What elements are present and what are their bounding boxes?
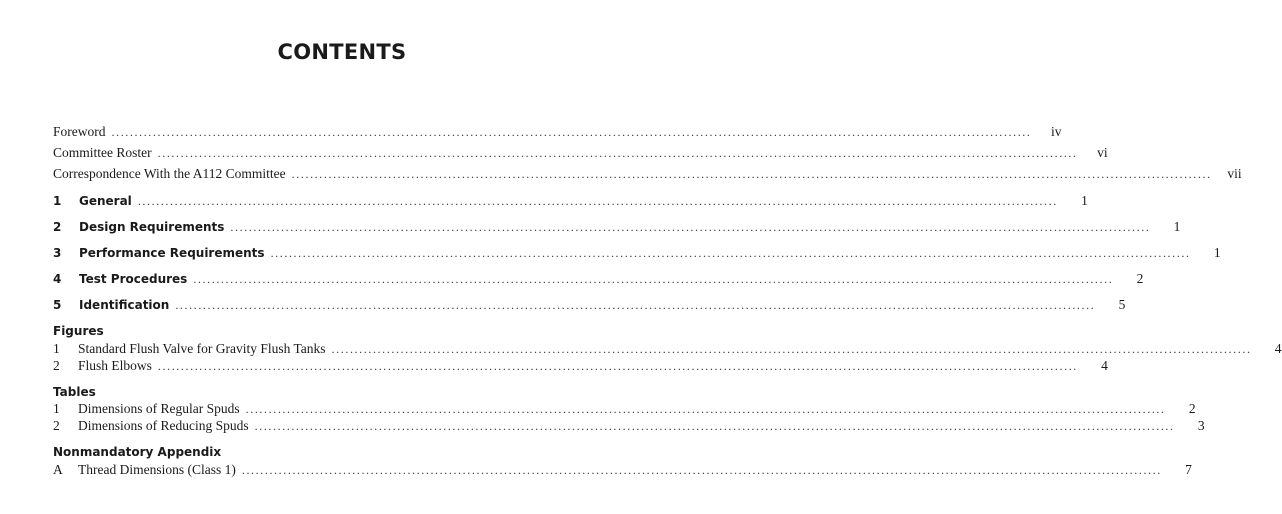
toc-entry-section-design-requirements[interactable] [53,219,1181,237]
entry-label: Dimensions of Reducing Spuds [78,418,249,433]
page-number: iv [1050,124,1062,139]
dot-leader: ........................................................................................................................................................................................................ [157,146,1078,160]
figure-number: 1 [53,341,60,356]
page-number: 1 [1173,219,1181,234]
tables-heading: Tables [53,385,96,399]
page-number: 7 [1185,462,1192,477]
section-number: 2 [53,220,62,234]
entry-label: Design Requirements [79,220,225,234]
entry-label: Test Procedures [79,272,188,286]
page-number: 1 [1081,193,1088,208]
table-number: 1 [53,401,60,416]
toc-entry-section-performance-requirements[interactable] [53,245,1221,263]
page-number: 2 [1188,401,1196,416]
dot-leader: ........................................................................................................................................................................................................ [175,298,1096,312]
toc-entry-section-test-procedures[interactable] [53,271,1144,289]
section-number: 4 [53,272,62,286]
toc-entry-foreword[interactable] [53,124,1062,142]
page-number: 5 [1118,297,1126,312]
dot-leader: ........................................................................................................................................................................................................ [137,194,1058,208]
toc-entry-appendix-a[interactable] [53,462,1192,480]
toc-entry-figure-2[interactable] [53,358,1108,376]
dot-leader: ........................................................................................................................................................................................................ [331,342,1252,356]
page-number: 4 [1101,358,1108,373]
page-number: 4 [1274,341,1282,356]
section-number: 5 [53,298,62,312]
table-number: 2 [53,418,60,433]
appendix-letter: A [53,462,63,477]
toc-entry-committee-roster[interactable] [53,145,1108,163]
entry-label: Performance Requirements [79,246,265,260]
entry-label: Identification [79,298,170,312]
toc-entry-table-2[interactable] [53,418,1205,436]
appendix-heading: Nonmandatory Appendix [53,445,222,459]
dot-leader: ........................................................................................................................................................................................................ [245,402,1166,416]
entry-label: Committee Roster [53,145,152,160]
figure-number: 2 [53,358,60,373]
section-number: 1 [53,194,62,208]
toc-entry-table-1[interactable] [53,401,1196,419]
page-number: 1 [1213,245,1221,260]
dot-leader: ........................................................................................................................................................................................................ [254,419,1175,433]
dot-leader: ........................................................................................................................................................................................................ [241,463,1162,477]
entry-label: Foreword [53,124,106,139]
entry-label: Standard Flush Valve for Gravity Flush Tanks [78,341,326,356]
dot-leader: ........................................................................................................................................................................................................ [157,359,1078,373]
entry-label: Thread Dimensions (Class 1) [78,462,236,477]
page-number: vii [1227,166,1242,181]
toc-entry-section-identification[interactable] [53,297,1126,315]
toc-entry-figure-1[interactable] [53,341,1282,359]
page-number: 2 [1136,271,1144,286]
dot-leader: ........................................................................................................................................................................................................ [230,220,1151,234]
page-title: CONTENTS [277,40,407,64]
dot-leader: ........................................................................................................................................................................................................ [270,246,1191,260]
figures-heading: Figures [53,324,104,338]
section-number: 3 [53,246,62,260]
entry-label: Flush Elbows [78,358,152,373]
dot-leader: ........................................................................................................................................................................................................ [291,167,1212,181]
page-number: 3 [1197,418,1205,433]
entry-label: Dimensions of Regular Spuds [78,401,240,416]
page-number: vi [1097,145,1108,160]
entry-label: General [79,194,132,208]
toc-entry-section-general[interactable] [53,193,1088,211]
entry-label: Correspondence With the A112 Committee [53,166,286,181]
dot-leader: ........................................................................................................................................................................................................ [193,272,1114,286]
dot-leader: ........................................................................................................................................................................................................ [111,125,1032,139]
toc-entry-correspondence[interactable] [53,166,1242,184]
